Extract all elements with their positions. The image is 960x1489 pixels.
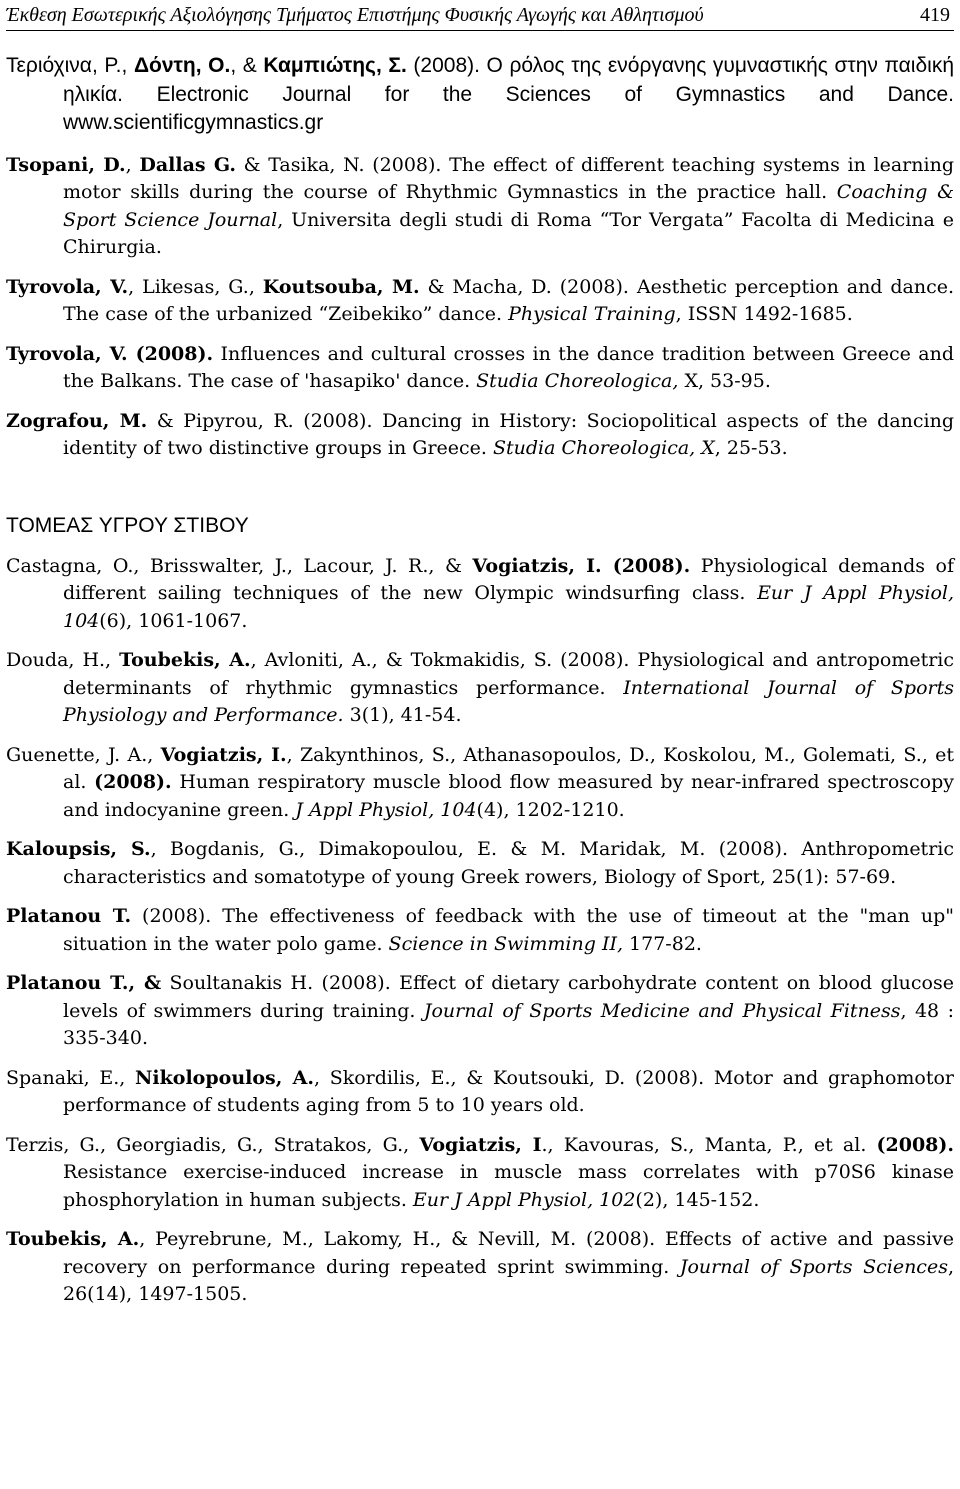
reference-item: Kaloupsis, S., Bogdanis, G., Dimakopoulou, E. & M. Maridak, M. (2008). Anthropometric characteristics and somatotype of young Greek rowers, Biology of Sport, 25(1): 57-69. xyxy=(6,838,954,888)
reference-item: Τεριόχινα, Ρ., Δόντη, Ο., & Καμπιώτης, Σ. (2008). Ο ρόλος της ενόργανης γυμναστικής στην παιδική ηλικία. Electronic Journal for the Sciences of Gymnastics and Dance. www.scientificgymnastics.gr xyxy=(6,54,955,134)
reference-item: Terzis, G., Georgiadis, G., Stratakos, G., Vogiatzis, I., Kavouras, S., Manta, P., et al. (2008). Resistance exercise-induced increase in muscle mass correlates with p70S6 kinase phosphorylation in human subjects. Eur J Appl Physiol, 102(2), 145-152. xyxy=(6,1133,954,1211)
reference-item: Toubekis, A., Peyrebrune, M., Lakomy, H., & Nevill, M. (2008). Effects of active and passive recovery on performance during repeated sprint swimming. Journal of Sports Sciences, 26(14), 1497-1505. xyxy=(6,1228,954,1305)
running-header xyxy=(6,0,954,31)
reference-item: Guenette, J. A., Vogiatzis, I., Zakynthinos, S., Athanasopoulos, D., Koskolou, M., Golemati, S., et al. (2008). Human respiratory muscle blood flow measured by near-infrared spectroscopy and indocyanine green. J Appl Physiol, 104(4), 1202-1210. xyxy=(6,743,954,821)
reference-item: Zografou, M. & Pipyrou, R. (2008). Dancing in History: Sociopolitical aspects of the dancing identity of two distinctive groups in Greece. Studia Choreologica, X, 25-53. xyxy=(6,409,954,459)
reference-item: Tsopani, D., Dallas G. & Tasika, N. (2008). The effect of different teaching systems in learning motor skills during the course of Rhythmic Gymnastics in the practice hall. Coaching & Sport Science Journal, Universita degli studi di Roma “Tor Vergata” Facolta di Medicina e Chirurgia. xyxy=(6,153,954,258)
page-number: 419 xyxy=(920,4,950,26)
reference-item: Platanou T., & Soultanakis H. (2008). Effect of dietary carbohydrate content on blood glucose levels of swimmers during training. Journal of Sports Medicine and Physical Fitness, 48 : 335-340. xyxy=(6,972,954,1049)
reference-item: Castagna, O., Brisswalter, J., Lacour, J. R., & Vogiatzis, I. (2008). Physiological demands of different sailing techniques of the new Olympic windsurfing class. Eur J Appl Physiol, 104(6), 1061-1067. xyxy=(6,554,955,632)
reference-item: Platanou T. (2008). The effectiveness of feedback with the use of timeout at the "man up" situation in the water polo game. Science in Swimming II, 177-82. xyxy=(6,905,954,955)
running-header-title: Έκθεση Εσωτερικής Αξιολόγησης Τμήματος Επιστήμης Φυσικής Αγωγής και Αθλητισμού xyxy=(6,4,704,26)
reference-item: Tyrovola, V., Likesas, G., Koutsouba, M. & Macha, D. (2008). Aesthetic perception and dance. The case of the urbanized “Zeibekiko” dance. Physical Training, ISSN 1492-1685. xyxy=(6,275,955,325)
references-list xyxy=(6,52,954,1321)
section-heading: ΤΟΜΕΑΣ ΥΓΡΟΥ ΣΤΙΒΟΥ xyxy=(6,513,249,537)
reference-item: Spanaki, E., Nikolopoulos, A., Skordilis, E., & Koutsouki, D. (2008). Motor and graphomotor performance of students aging from 5 to 10 years old. xyxy=(6,1066,955,1116)
reference-item: Douda, H., Toubekis, A., Avloniti, A., & Tokmakidis, S. (2008). Physiological and antropometric determinants of rhythmic gymnastics performance. International Journal of Sports Physiology and Performance. 3(1), 41-54. xyxy=(6,649,955,726)
reference-item: Tyrovola, V. (2008). Influences and cultural crosses in the dance tradition between Greece and the Balkans. The case of 'hasapiko' dance. Studia Choreologica, X, 53-95. xyxy=(6,342,955,392)
